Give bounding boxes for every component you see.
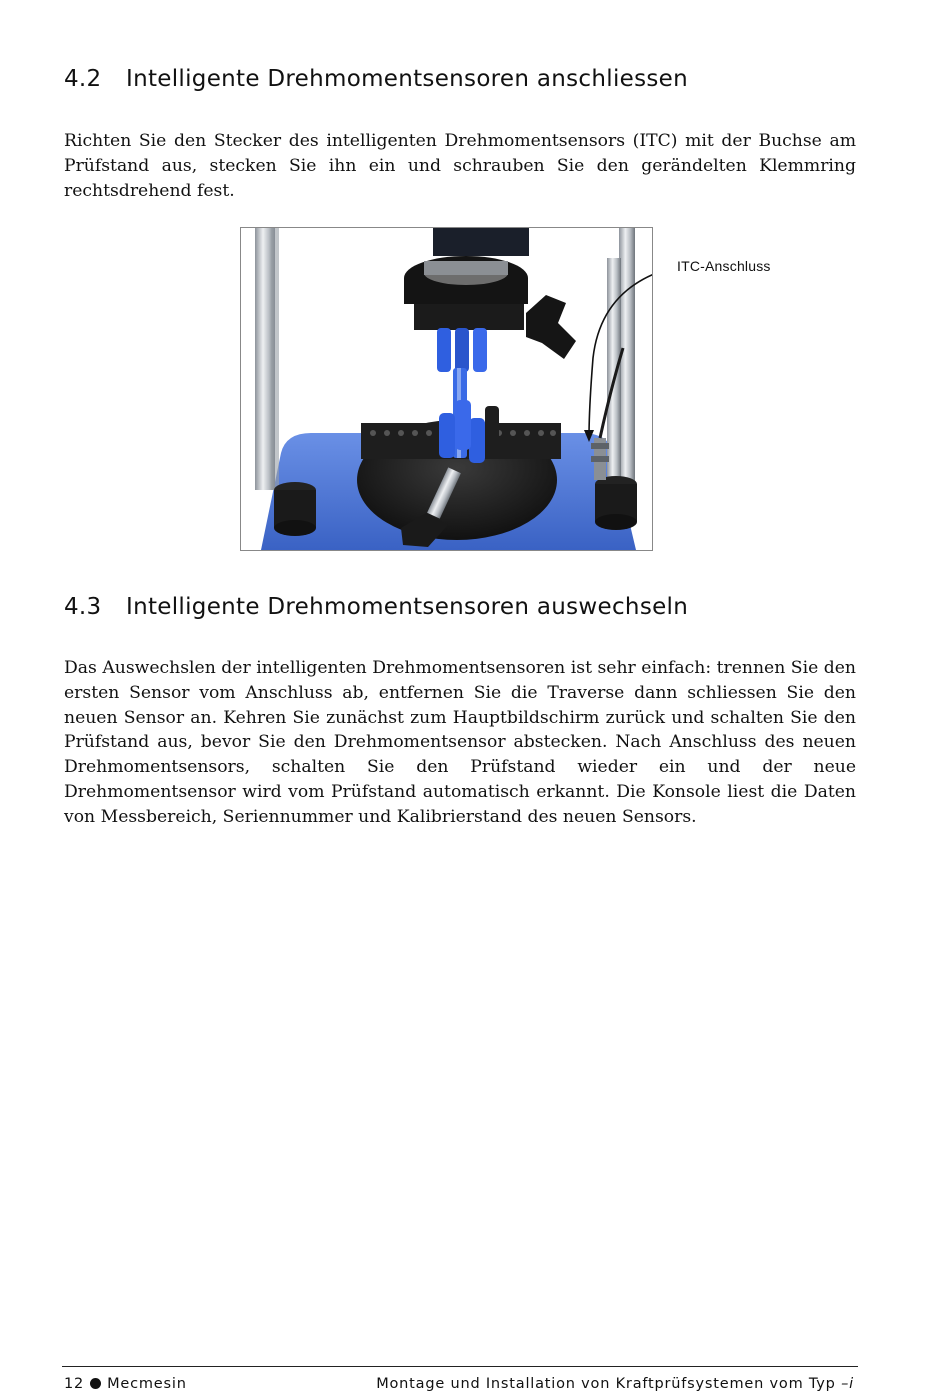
section-title: Intelligente Drehmomentsensoren anschliessen (126, 66, 688, 92)
footer-document-title (376, 1376, 854, 1392)
footer-divider (62, 1366, 858, 1367)
section-number: 4.3 (64, 594, 102, 620)
bullet-dot-icon (90, 1378, 101, 1389)
footer-left (64, 1376, 187, 1392)
itc-connector-callout-label: ITC-Anschluss (677, 258, 771, 274)
section-4-2-heading (64, 66, 688, 92)
section-number: 4.2 (64, 66, 102, 92)
document-title-suffix: –i (841, 1376, 854, 1392)
document-title: Montage und Installation von Kraftprüfsystemen vom Typ (376, 1376, 842, 1392)
section-4-3-heading (64, 594, 688, 620)
torque-stand-photo (240, 227, 653, 551)
brand-name: Mecmesin (107, 1376, 187, 1392)
section-4-2-paragraph: Richten Sie den Stecker des intelligenten Drehmomentsensors (ITC) mit der Buchse am Prüfstand aus, stecken Sie ihn ein und schrauben Sie den gerändelten Klemmring rechtsdrehend fest. (64, 131, 856, 201)
section-4-3-paragraph: Das Auswechslen der intelligenten Drehmomentsensoren ist sehr einfach: trennen Sie den ersten Sensor vom Anschluss ab, entfernen Sie die Traverse dann schliessen Sie den neuen Sensor an. Kehren Sie zunächst zum Hauptbildschirm zurück und schalten Sie den Prüfstand aus, bevor Sie den Drehmomentsensor abstecken. Nach Anschluss des neuen Drehmomentsensors, schalten Sie den Prüfstand wieder ein und der neue Drehmomentsensor wird vom Prüfstand automatisch erkannt. Die Konsole liest die Daten von Messbereich, Seriennummer und Kalibrierstand des neuen Sensors. (64, 658, 856, 827)
page-number: 12 (64, 1376, 85, 1392)
section-title: Intelligente Drehmomentsensoren auswechseln (126, 594, 689, 620)
